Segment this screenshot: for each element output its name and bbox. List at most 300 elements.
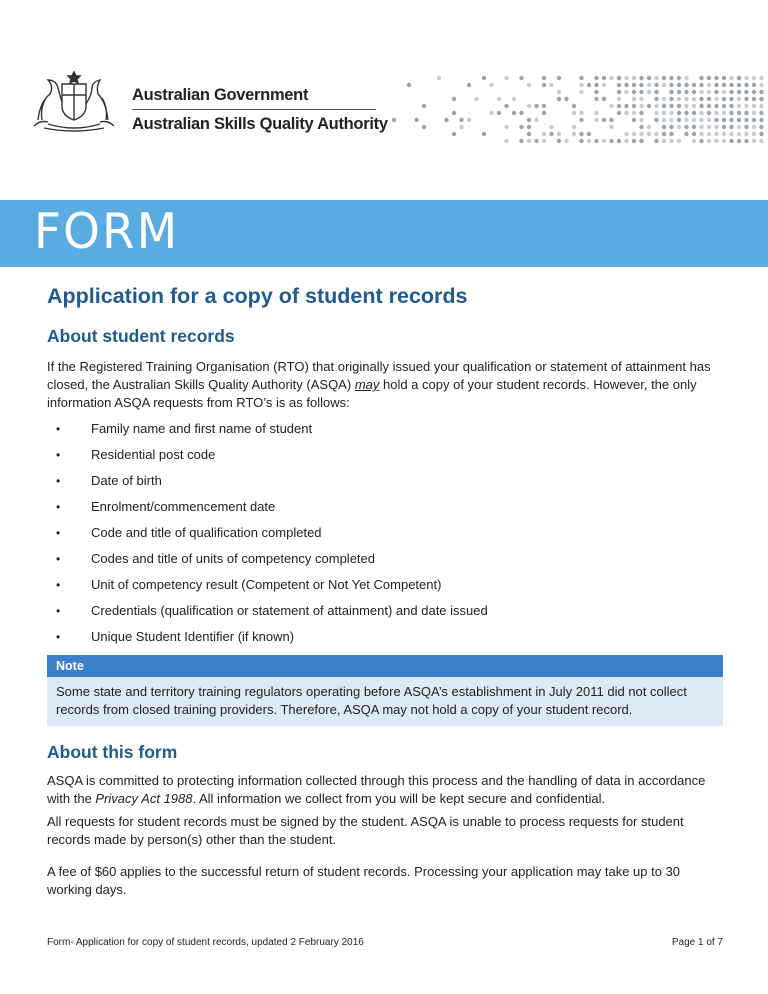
decorative-dot: [587, 132, 591, 136]
decorative-dot: [504, 104, 508, 108]
section-heading-student-records: About student records: [47, 326, 235, 346]
decorative-dot: [617, 76, 621, 80]
decorative-dot: [677, 90, 681, 94]
decorative-dot: [714, 111, 718, 115]
decorative-dot: [452, 111, 456, 115]
decorative-dot: [662, 125, 666, 129]
decorative-dot: [699, 111, 703, 115]
banner-label: FORM: [34, 202, 180, 261]
decorative-dot: [692, 118, 696, 122]
decorative-dot: [707, 104, 711, 108]
decorative-dot: [647, 132, 651, 136]
decorative-dot: [677, 118, 681, 122]
decorative-dot: [677, 104, 681, 108]
decorative-dot: [422, 104, 426, 108]
decorative-dot: [692, 132, 696, 136]
decorative-dot: [632, 76, 636, 80]
decorative-dot: [557, 132, 561, 136]
decorative-dot: [752, 104, 756, 108]
page-title: Application for a copy of student records: [47, 284, 468, 308]
decorative-dot: [639, 97, 643, 101]
decorative-dot: [684, 104, 688, 108]
page-header: [0, 0, 768, 200]
decorative-dot: [632, 132, 636, 136]
decorative-dot: [752, 83, 756, 87]
decorative-dot: [722, 76, 726, 80]
decorative-dot: [549, 83, 553, 87]
decorative-dot: [722, 118, 726, 122]
form-banner: [0, 200, 768, 267]
decorative-dot: [699, 104, 703, 108]
decorative-dot: [647, 125, 651, 129]
decorative-dot: [722, 97, 726, 101]
decorative-dot: [684, 90, 688, 94]
decorative-dot: [737, 139, 741, 143]
organisation-name: [132, 86, 388, 134]
intro-paragraph: If the Registered Training Organisation (RTO) that originally issued your qualification or statement of attainment has closed, the Australian Skills Quality Authority (ASQA) may hold a copy of your student records. However, the only information ASQA requests from RTO’s is as follows:: [47, 359, 711, 410]
decorative-dot: [647, 90, 651, 94]
decorative-dot: [594, 97, 598, 101]
decorative-dot: [609, 76, 613, 80]
decorative-dot: [654, 83, 658, 87]
decorative-dot: [684, 125, 688, 129]
decorative-dot: [632, 104, 636, 108]
decorative-dot: [707, 125, 711, 129]
list-item: • Credentials (qualification or statement of attainment) and date issued: [47, 603, 723, 619]
decorative-dot: [542, 139, 546, 143]
decorative-dot: [669, 111, 673, 115]
decorative-dot: [692, 97, 696, 101]
decorative-dot: [737, 83, 741, 87]
decorative-dot: [744, 90, 748, 94]
decorative-dot: [714, 125, 718, 129]
decorative-dot: [729, 139, 733, 143]
decorative-dot: [639, 104, 643, 108]
list-item: • Date of birth: [47, 473, 723, 489]
decorative-dot: [414, 118, 418, 122]
decorative-dot: [639, 132, 643, 136]
coat-of-arms-icon: [28, 68, 120, 136]
decorative-dot: [639, 76, 643, 80]
decorative-dot: [639, 125, 643, 129]
decorative-dot: [707, 90, 711, 94]
decorative-dot: [609, 118, 613, 122]
decorative-dot: [684, 111, 688, 115]
decorative-dot: [737, 111, 741, 115]
decorative-dot: [744, 139, 748, 143]
decorative-dot: [744, 76, 748, 80]
decorative-dot: [737, 132, 741, 136]
decorative-dot: [669, 118, 673, 122]
decorative-dot: [684, 97, 688, 101]
decorative-dot: [729, 104, 733, 108]
decorative-dot: [549, 132, 553, 136]
decorative-dot: [602, 83, 606, 87]
decorative-dot: [587, 139, 591, 143]
decorative-dot: [624, 139, 628, 143]
decorative-dot: [542, 104, 546, 108]
decorative-dot: [519, 139, 523, 143]
list-item: • Residential post code: [47, 447, 723, 463]
decorative-dot: [729, 111, 733, 115]
decorative-dot: [512, 111, 516, 115]
page-number: Page 1 of 7: [671, 937, 723, 948]
decorative-dot: [639, 139, 643, 143]
decorative-dot: [759, 125, 763, 129]
decorative-dot: [714, 83, 718, 87]
decorative-dot: [639, 111, 643, 115]
decorative-dot: [669, 76, 673, 80]
decorative-dot: [654, 97, 658, 101]
fee-paragraph: A fee of $60 applies to the successful return of student records. Processing your application may take up to 30 working days.: [47, 864, 681, 897]
decorative-dot: [504, 125, 508, 129]
decorative-dot: [752, 132, 756, 136]
decorative-dot: [617, 90, 621, 94]
decorative-dot: [527, 83, 531, 87]
decorative-dot: [557, 139, 561, 143]
list-item: • Unique Student Identifier (if known): [47, 629, 723, 645]
privacy-act-name: Privacy Act 1988: [95, 791, 193, 806]
decorative-dot: [579, 90, 583, 94]
decorative-dot: [497, 111, 501, 115]
decorative-dot: [722, 90, 726, 94]
decorative-dot: [759, 97, 763, 101]
decorative-dot: [737, 90, 741, 94]
decorative-dot: [527, 104, 531, 108]
decorative-dot: [624, 83, 628, 87]
decorative-dot: [744, 132, 748, 136]
decorative-dot: [699, 118, 703, 122]
decorative-dot-pattern: [390, 74, 768, 146]
decorative-dot: [759, 118, 763, 122]
decorative-dot: [729, 118, 733, 122]
note-text: Some state and territory training regulators operating before ASQA’s establishment in July 2011 did not collect records from closed training providers. Therefore, ASQA may not hold a copy of your student record.: [47, 677, 723, 726]
decorative-dot: [602, 118, 606, 122]
decorative-dot: [542, 111, 546, 115]
decorative-dot: [707, 97, 711, 101]
decorative-dot: [594, 118, 598, 122]
list-item: • Family name and first name of student: [47, 421, 723, 437]
decorative-dot: [669, 97, 673, 101]
decorative-dot: [459, 125, 463, 129]
main-content: [47, 284, 723, 899]
decorative-dot: [729, 76, 733, 80]
decorative-dot: [722, 83, 726, 87]
decorative-dot: [699, 76, 703, 80]
requested-information-list: [47, 421, 723, 645]
decorative-dot: [527, 125, 531, 129]
decorative-dot: [632, 90, 636, 94]
decorative-dot: [654, 104, 658, 108]
decorative-dot: [669, 132, 673, 136]
decorative-dot: [564, 139, 568, 143]
decorative-dot: [662, 132, 666, 136]
decorative-dot: [489, 111, 493, 115]
decorative-dot: [617, 111, 621, 115]
decorative-dot: [722, 139, 726, 143]
decorative-dot: [497, 97, 501, 101]
decorative-dot: [677, 125, 681, 129]
decorative-dot: [677, 76, 681, 80]
decorative-dot: [722, 104, 726, 108]
decorative-dot: [609, 125, 613, 129]
decorative-dot: [624, 90, 628, 94]
list-item: • Codes and title of units of competency completed: [47, 551, 723, 567]
decorative-dot: [744, 97, 748, 101]
org-line-1: Australian Government: [132, 86, 309, 104]
decorative-dot: [572, 132, 576, 136]
decorative-dot: [609, 139, 613, 143]
org-divider: [132, 109, 376, 110]
decorative-dot: [452, 132, 456, 136]
decorative-dot: [759, 90, 763, 94]
decorative-dot: [684, 76, 688, 80]
decorative-dot: [662, 76, 666, 80]
decorative-dot: [744, 83, 748, 87]
decorative-dot: [662, 104, 666, 108]
decorative-dot: [609, 104, 613, 108]
decorative-dot: [519, 125, 523, 129]
decorative-dot: [489, 83, 493, 87]
decorative-dot: [579, 139, 583, 143]
decorative-dot: [654, 111, 658, 115]
decorative-dot: [632, 139, 636, 143]
decorative-dot: [452, 97, 456, 101]
decorative-dot: [662, 83, 666, 87]
decorative-dot: [594, 76, 598, 80]
decorative-dot: [714, 97, 718, 101]
decorative-dot: [729, 125, 733, 129]
decorative-dot: [752, 139, 756, 143]
decorative-dot: [699, 125, 703, 129]
decorative-dot: [647, 83, 651, 87]
decorative-dot: [759, 139, 763, 143]
decorative-dot: [729, 132, 733, 136]
decorative-dot: [759, 132, 763, 136]
decorative-dot: [714, 139, 718, 143]
decorative-dot: [744, 104, 748, 108]
decorative-dot: [632, 111, 636, 115]
decorative-dot: [752, 125, 756, 129]
decorative-dot: [692, 104, 696, 108]
decorative-dot: [677, 111, 681, 115]
decorative-dot: [722, 125, 726, 129]
decorative-dot: [692, 125, 696, 129]
decorative-dot: [617, 139, 621, 143]
decorative-dot: [684, 132, 688, 136]
decorative-dot: [579, 76, 583, 80]
decorative-dot: [542, 76, 546, 80]
decorative-dot: [579, 111, 583, 115]
decorative-dot: [737, 118, 741, 122]
decorative-dot: [467, 83, 471, 87]
decorative-dot: [669, 125, 673, 129]
decorative-dot: [654, 76, 658, 80]
decorative-dot: [572, 125, 576, 129]
decorative-dot: [647, 104, 651, 108]
decorative-dot: [602, 76, 606, 80]
decorative-dot: [669, 139, 673, 143]
decorative-dot: [527, 139, 531, 143]
note-label: Note: [47, 655, 723, 677]
decorative-dot: [669, 104, 673, 108]
decorative-dot: [602, 139, 606, 143]
decorative-dot: [579, 132, 583, 136]
decorative-dot: [662, 118, 666, 122]
decorative-dot: [534, 118, 538, 122]
decorative-dot: [654, 139, 658, 143]
section-heading-about-form: About this form: [47, 742, 178, 762]
decorative-dot: [744, 118, 748, 122]
decorative-dot: [669, 90, 673, 94]
decorative-dot: [572, 111, 576, 115]
decorative-dot: [722, 132, 726, 136]
decorative-dot: [624, 104, 628, 108]
list-item: • Unit of competency result (Competent or Not Yet Competent): [47, 577, 723, 593]
decorative-dot: [512, 97, 516, 101]
signature-paragraph: All requests for student records must be signed by the student. ASQA is unable to process requests for student records made by person(s) other than the student.: [47, 814, 684, 847]
decorative-dot: [654, 90, 658, 94]
emphasis-may: may: [354, 377, 380, 392]
decorative-dot: [474, 97, 478, 101]
decorative-dot: [752, 118, 756, 122]
decorative-dot: [759, 76, 763, 80]
decorative-dot: [707, 132, 711, 136]
decorative-dot: [707, 83, 711, 87]
decorative-dot: [594, 90, 598, 94]
decorative-dot: [519, 111, 523, 115]
decorative-dot: [504, 139, 508, 143]
footer-document-info: Form- Application for copy of student records, updated 2 February 2016: [47, 937, 364, 948]
decorative-dot: [624, 111, 628, 115]
decorative-dot: [459, 118, 463, 122]
decorative-dot: [759, 104, 763, 108]
decorative-dot: [707, 111, 711, 115]
decorative-dot: [714, 76, 718, 80]
decorative-dot: [699, 90, 703, 94]
decorative-dot: [654, 118, 658, 122]
decorative-dot: [752, 90, 756, 94]
org-line-2: Australian Skills Quality Authority: [132, 115, 388, 133]
decorative-dot: [504, 76, 508, 80]
decorative-dot: [632, 118, 636, 122]
decorative-dot: [699, 97, 703, 101]
list-item: • Code and title of qualification completed: [47, 525, 723, 541]
decorative-dot: [722, 111, 726, 115]
decorative-dot: [564, 97, 568, 101]
decorative-dot: [482, 76, 486, 80]
decorative-dot: [737, 104, 741, 108]
decorative-dot: [677, 83, 681, 87]
decorative-dot: [437, 76, 441, 80]
decorative-dot: [632, 83, 636, 87]
decorative-dot: [392, 118, 396, 122]
decorative-dot: [542, 132, 546, 136]
decorative-dot: [534, 104, 538, 108]
decorative-dot: [639, 83, 643, 87]
decorative-dot: [677, 97, 681, 101]
decorative-dot: [639, 118, 643, 122]
decorative-dot: [707, 118, 711, 122]
decorative-dot: [692, 111, 696, 115]
decorative-dot: [684, 83, 688, 87]
decorative-dot: [662, 111, 666, 115]
decorative-dot: [744, 111, 748, 115]
decorative-dot: [422, 125, 426, 129]
decorative-dot: [677, 139, 681, 143]
decorative-dot: [602, 97, 606, 101]
decorative-dot: [594, 83, 598, 87]
decorative-dot: [444, 118, 448, 122]
decorative-dot: [549, 125, 553, 129]
decorative-dot: [557, 90, 561, 94]
privacy-paragraph: ASQA is committed to protecting information collected through this process and the handling of data in accordance with the Privacy Act 1988. All information we collect from you will be kept secure and confidential.: [47, 773, 706, 806]
decorative-dot: [729, 97, 733, 101]
decorative-dot: [744, 125, 748, 129]
decorative-dot: [624, 132, 628, 136]
decorative-dot: [617, 83, 621, 87]
decorative-dot: [737, 125, 741, 129]
decorative-dot: [692, 90, 696, 94]
decorative-dot: [752, 76, 756, 80]
decorative-dot: [707, 76, 711, 80]
decorative-dot: [534, 139, 538, 143]
decorative-dot: [557, 76, 561, 80]
decorative-dot: [467, 118, 471, 122]
decorative-dot: [557, 97, 561, 101]
decorative-dot: [624, 76, 628, 80]
decorative-dot: [759, 83, 763, 87]
decorative-dot: [714, 90, 718, 94]
decorative-dot: [752, 111, 756, 115]
decorative-dot: [632, 97, 636, 101]
decorative-dot: [729, 90, 733, 94]
decorative-dot: [699, 83, 703, 87]
decorative-dot: [669, 83, 673, 87]
decorative-dot: [714, 104, 718, 108]
decorative-dot: [579, 83, 583, 87]
decorative-dot: [482, 132, 486, 136]
decorative-dot: [617, 104, 621, 108]
page-footer: [47, 937, 723, 948]
list-item: • Enrolment/commencement date: [47, 499, 723, 515]
decorative-dot: [684, 118, 688, 122]
decorative-dot: [519, 76, 523, 80]
decorative-dot: [639, 90, 643, 94]
decorative-dot: [662, 139, 666, 143]
decorative-dot: [527, 118, 531, 122]
decorative-dot: [714, 118, 718, 122]
decorative-dot: [654, 132, 658, 136]
decorative-dot: [407, 83, 411, 87]
decorative-dot: [542, 83, 546, 87]
decorative-dot: [759, 111, 763, 115]
decorative-dot: [729, 83, 733, 87]
decorative-dot: [737, 76, 741, 80]
decorative-dot: [752, 97, 756, 101]
decorative-dot: [662, 97, 666, 101]
decorative-dot: [737, 97, 741, 101]
decorative-dot: [594, 111, 598, 115]
decorative-dot: [647, 76, 651, 80]
decorative-dot: [707, 139, 711, 143]
decorative-dot: [572, 104, 576, 108]
decorative-dot: [714, 132, 718, 136]
decorative-dot: [587, 83, 591, 87]
decorative-dot: [527, 132, 531, 136]
decorative-dot: [579, 118, 583, 122]
decorative-dot: [617, 97, 621, 101]
